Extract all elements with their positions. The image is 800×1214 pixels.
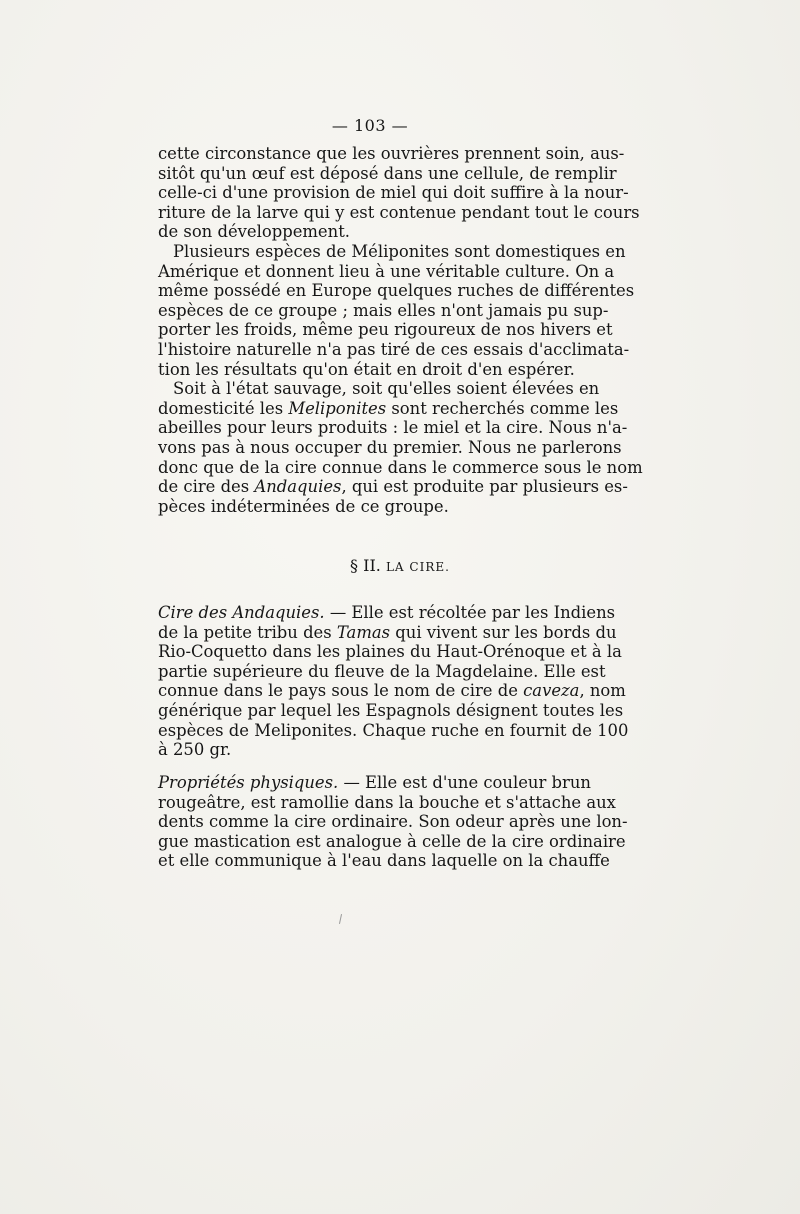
section-title: LA CIRE. [385,560,450,574]
run-in-heading: Cire des Andaquies. [158,603,325,622]
text-line: générique par lequel les Espagnols désignent toutes les [158,700,624,720]
text-line: riture de la larve qui y est contenue pendant tout le cours [158,202,640,222]
text-line: partie supérieure du fleuve de la Magdelaine. Elle est [158,661,606,681]
italic-term: caveza [523,681,580,701]
text-line: de la petite tribu des Tamas qui vivent sur les bords du [158,622,617,642]
text-block-andaquies [158,603,629,760]
text-line: Soit à l'état sauvage, soit qu'elles soient élevées en [173,379,600,399]
section-heading [0,556,800,575]
text-line: espèces de ce groupe ; mais elles n'ont jamais pu sup- [158,300,609,320]
text-line: Plusieurs espèces de Méliponites sont domestiques en [173,241,626,261]
text-line: sitôt qu'un œuf est déposé dans une cellule, de remplir [158,163,617,183]
paragraph-proprietes [158,773,628,871]
text-line: Propriétés physiques. — Elle est d'une couleur brun [158,773,591,792]
paragraph-products [158,379,643,516]
run-in-heading: Propriétés physiques. [158,773,339,792]
text-block-top [158,144,643,516]
text-line: domesticité les Meliponites sont recherchés comme les [158,398,619,418]
text-line: tion les résultats qu'on était en droit d'en espérer. [158,359,575,379]
text-line: gue mastication est analogue à celle de la cire ordinaire [158,831,626,851]
text-line: Cire des Andaquies. — Elle est récoltée par les Indiens [158,603,616,622]
text-line: vons pas à nous occuper du premier. Nous ne parlerons [158,437,622,457]
text-line: pèces indéterminées de ce groupe. [158,496,449,516]
text-line: Amérique et donnent lieu à une véritable culture. On a [158,261,615,281]
text-line: celle-ci d'une provision de miel qui doit suffire à la nour- [158,183,629,203]
text-line: même possédé en Europe quelques ruches de différentes [158,281,635,301]
italic-term: Tamas [336,622,391,642]
page-number: — 103 — [331,116,409,135]
text-line: abeilles pour leurs produits : le miel et la cire. Nous n'a- [158,418,628,438]
text-line: cette circonstance que les ouvrières prennent soin, aus- [158,144,625,163]
text-line: à 250 gr. [158,740,232,760]
paragraph-cire-andaquies [158,603,629,760]
text-line: donc que de la cire connue dans le commerce sous le nom [158,457,643,477]
text-line: connue dans le pays sous le nom de cire de caveza, nom [158,681,626,701]
ink-speck [339,914,342,924]
text-line: dents comme la cire ordinaire. Son odeur après une lon- [158,812,628,832]
text-line: espèces de Meliponites. Chaque ruche en fournit de 100 [158,720,629,740]
paragraph-domestication [158,241,635,379]
paragraph-continuation [158,144,640,242]
text-block-properties [158,773,628,871]
text-line: Rio-Coquetto dans les plaines du Haut-Orénoque et à la [158,642,622,662]
text-line: et elle communique à l'eau dans laquelle on la chauffe [158,851,610,871]
text-line: l'histoire naturelle n'a pas tiré de ces essais d'acclimata- [158,339,630,359]
text-line: de cire des Andaquies, qui est produite par plusieurs es- [158,477,628,497]
text-line: de son développement. [158,222,350,242]
italic-term: Andaquies [254,477,342,497]
section-number: § II. [350,556,381,575]
text-line: porter les froids, même peu rigoureux de nos hivers et [158,320,613,340]
italic-term: Meliponites [288,398,387,418]
text-line: rougeâtre, est ramollie dans la bouche et s'attache aux [158,792,616,812]
